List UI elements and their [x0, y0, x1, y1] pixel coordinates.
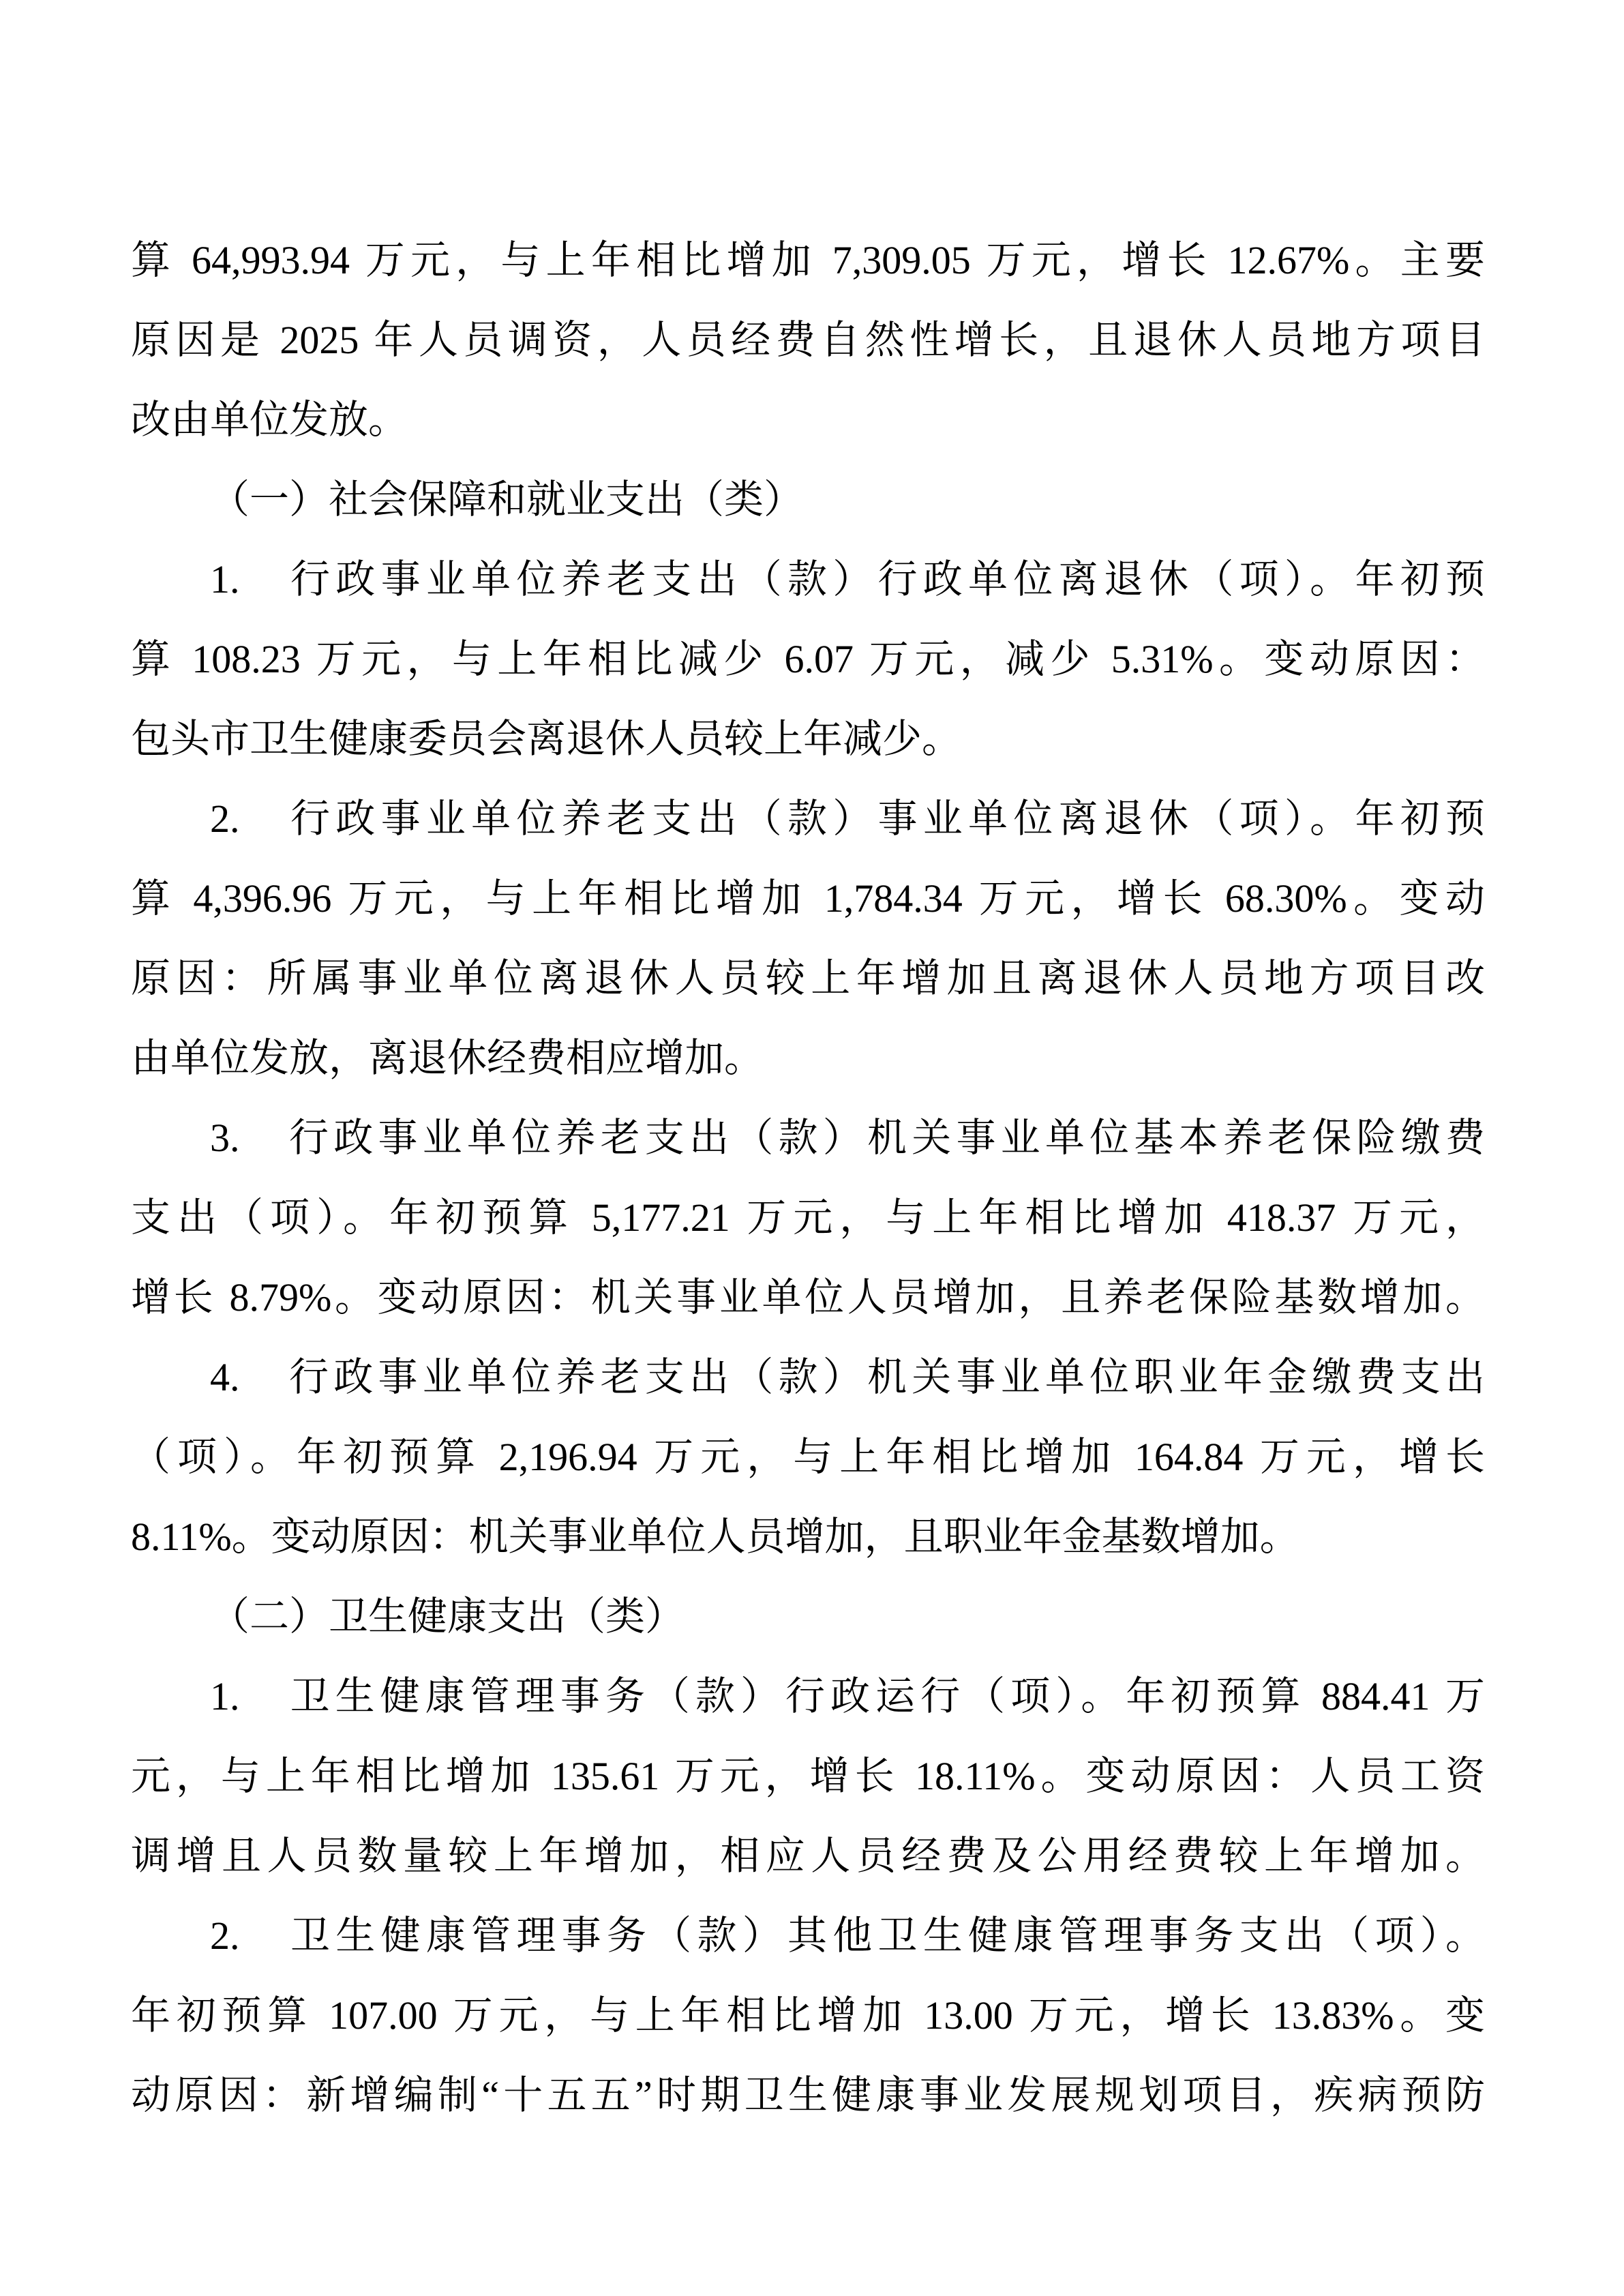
text-line: 8.11%。变动原因：机关事业单位人员增加，且职业年金基数增加。: [131, 1515, 1299, 1559]
text-line: 1. 卫生健康管理事务（款）行政运行（项）。年初预算 884.41 万: [210, 1674, 1485, 1718]
text-line: 3. 行政事业单位养老支出（款）机关事业单位基本养老保险缴费: [210, 1116, 1485, 1160]
text-line: （一）社会保障和就业支出（类）: [210, 477, 804, 522]
text-line: （二）卫生健康支出（类）: [210, 1594, 685, 1639]
text-line: 增长 8.79%。变动原因：机关事业单位人员增加，且养老保险基数增加。: [131, 1275, 1485, 1320]
text-line: 1. 行政事业单位养老支出（款）行政单位离退休（项）。年初预: [210, 557, 1485, 601]
text-line: 改由单位发放。: [131, 398, 408, 442]
text-line: （项）。年初预算 2,196.94 万元，与上年相比增加 164.84 万元，增长: [131, 1435, 1485, 1479]
text-line: 算 64,993.94 万元，与上年相比增加 7,309.05 万元，增长 12.67%。主要: [131, 238, 1485, 282]
text-line: 年初预算 107.00 万元，与上年相比增加 13.00 万元，增长 13.83%。变: [131, 1993, 1485, 2038]
text-line: 包头市卫生健康委员会离退休人员较上年减少。: [131, 717, 962, 761]
text-line: 由单位发放，离退休经费相应增加。: [131, 1036, 764, 1080]
text-line: 4. 行政事业单位养老支出（款）机关事业单位职业年金缴费支出: [210, 1355, 1485, 1399]
text-line: 支出（项）。年初预算 5,177.21 万元，与上年相比增加 418.37 万元，: [131, 1195, 1485, 1240]
text-line: 动原因：新增编制“十五五”时期卫生健康事业发展规划项目，疾病预防: [131, 2073, 1485, 2117]
text-line: 元，与上年相比增加 135.61 万元，增长 18.11%。变动原因：人员工资: [131, 1754, 1485, 1798]
text-line: 算 4,396.96 万元，与上年相比增加 1,784.34 万元，增长 68.30%。变动: [131, 876, 1485, 921]
text-line: 原因是 2025 年人员调资，人员经费自然性增长，且退休人员地方项目: [131, 318, 1485, 362]
text-line: 调增且人员数量较上年增加，相应人员经费及公用经费较上年增加。: [131, 1834, 1485, 1878]
text-line: 算 108.23 万元，与上年相比减少 6.07 万元，减少 5.31%。变动原因：: [131, 637, 1485, 681]
text-line: 原因：所属事业单位离退休人员较上年增加且离退休人员地方项目改: [131, 956, 1485, 1000]
text-line: 2. 卫生健康管理事务（款）其他卫生健康管理事务支出（项）。: [210, 1913, 1485, 1958]
text-line: 2. 行政事业单位养老支出（款）事业单位离退休（项）。年初预: [210, 796, 1485, 841]
document-text-block: [131, 220, 1485, 2135]
